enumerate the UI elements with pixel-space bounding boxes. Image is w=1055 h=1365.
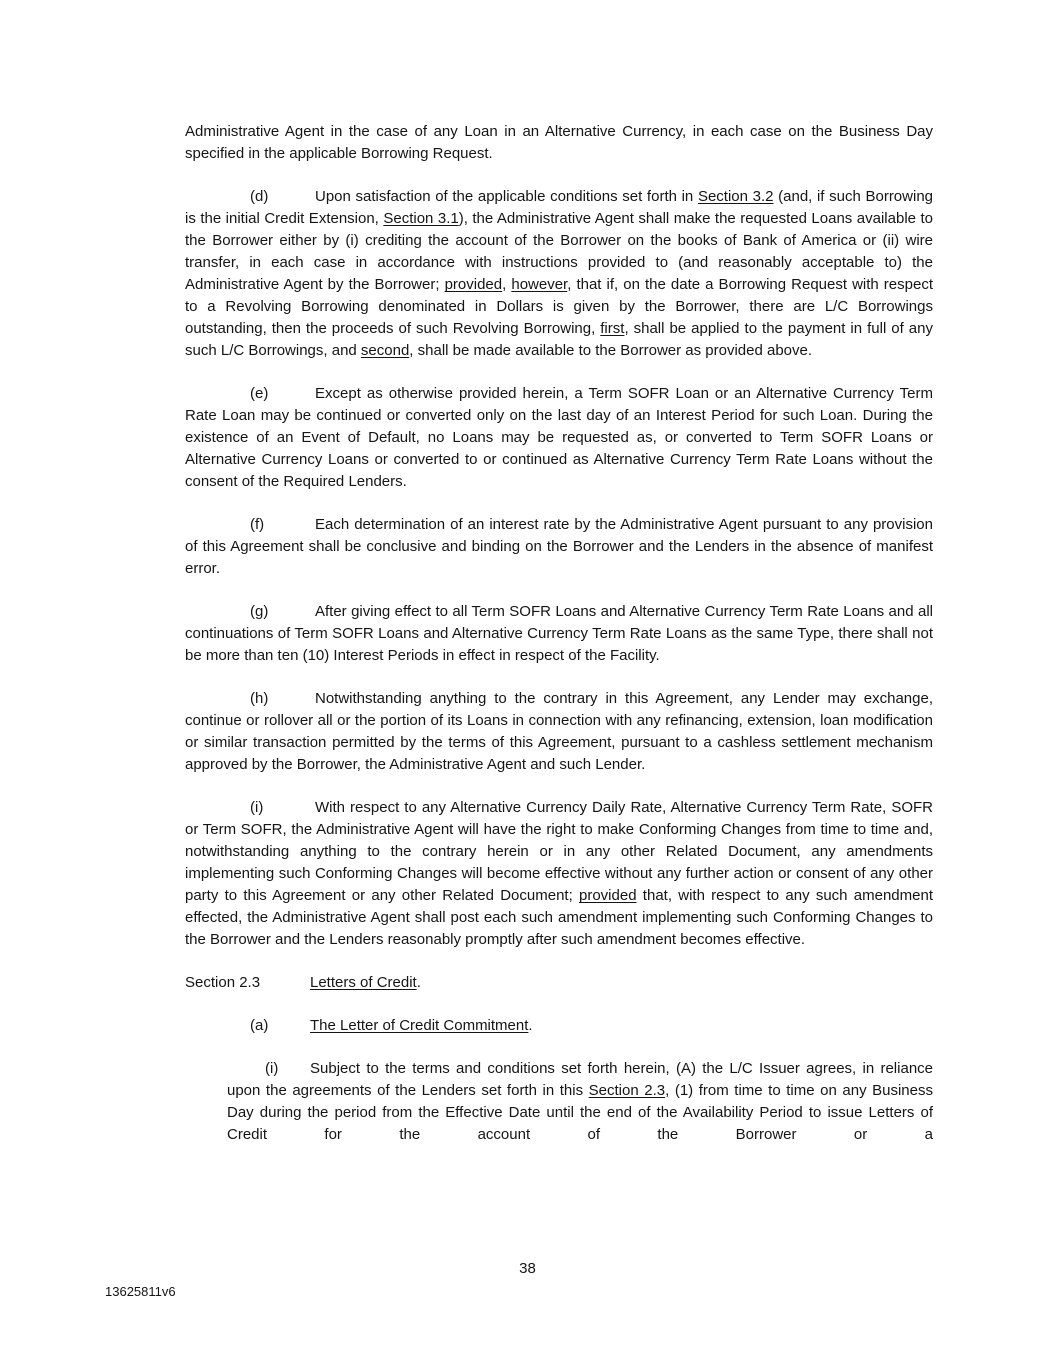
text-run: . xyxy=(528,1017,533,1034)
underlined-text: provided xyxy=(444,276,503,293)
underlined-text: provided xyxy=(579,887,637,904)
paragraph-a-i xyxy=(227,1058,933,1146)
paragraph-label: (e) xyxy=(250,385,269,402)
text-run: , (1) from time to time on any Business Day during the period from the Effective Date until the end of the Availability Period to issue Letters of Credit for the account of the Borrower or a xyxy=(227,1082,933,1143)
underlined-text: Letters of Credit xyxy=(310,974,417,991)
paragraph-label: (i) xyxy=(250,799,264,816)
paragraph-label: (f) xyxy=(250,516,265,533)
text-run: (and, if such Borrowing is the initial Credit Extension, xyxy=(185,188,933,227)
document-body xyxy=(185,121,933,1167)
paragraph-label: (h) xyxy=(250,690,269,707)
text-run: that, with respect to any such amendment effected, the Administrative Agent shall post each such amendment implementing such Conforming Changes to the Borrower and the Lenders reasonably promptly after such amendment becomes effective. xyxy=(185,887,933,948)
document-id-footer: 13625811v6 xyxy=(105,1284,176,1299)
text-run: With respect to any Alternative Currency Daily Rate, Alternative Currency Term Rate, SOFR or Term SOFR, the Administrative Agent will have the right to make Conforming Changes from time to time and, notwithstanding anything to the contrary herein or in any other Related Document, any amendments implementing such Conforming Changes will become effective without any further action or consent of any other party to this Agreement or any other Related Document; xyxy=(185,799,933,904)
underlined-text: first xyxy=(600,320,625,337)
text-run: , shall be made available to the Borrower as provided above. xyxy=(409,342,813,359)
underlined-text: however xyxy=(511,276,568,293)
paragraph-label: (g) xyxy=(250,603,269,620)
paragraph-e xyxy=(185,383,933,493)
underlined-text: The Letter of Credit Commitment xyxy=(310,1017,529,1034)
underlined-text: second xyxy=(360,342,410,359)
paragraph-h xyxy=(185,688,933,776)
paragraph-d xyxy=(185,186,933,362)
text-run: Administrative Agent in the case of any Loan in an Alternative Currency, in each case on the Business Day specified in the applicable Borrowing Request. xyxy=(185,123,933,162)
text-run: After giving effect to all Term SOFR Loans and Alternative Currency Term Rate Loans and all continuations of Term SOFR Loans and Alternative Currency Term Rate Loans as the same Type, there shall not be more than ten (10) Interest Periods in effect in respect of the Facility. xyxy=(185,603,933,664)
text-run: , that if, on the date a Borrowing Request with respect to a Revolving Borrowing denominated in Dollars is given by the Borrower, there are L/C Borrowings outstanding, then the proceeds of such Revolving Borrowing, xyxy=(185,276,933,337)
paragraph-label: (a) xyxy=(250,1017,269,1034)
subsection-a-heading xyxy=(185,1015,933,1037)
text-run: Each determination of an interest rate by the Administrative Agent pursuant to any provision of this Agreement shall be conclusive and binding on the Borrower and the Lenders in the absence of manifest error. xyxy=(185,516,933,577)
paragraph-f xyxy=(185,514,933,580)
text-run: ), the Administrative Agent shall make the requested Loans available to the Borrower either by (i) crediting the account of the Borrower on the books of Bank of America or (ii) wire transfer, in each case in accordance with instructions provided to (and reasonably acceptable to) the Administrative Agent by the Borrower; xyxy=(185,210,933,293)
underlined-text: Section 3.2 xyxy=(697,188,774,205)
underlined-text: Section 3.1 xyxy=(383,210,459,227)
section-2-3-heading xyxy=(185,972,933,994)
paragraph-i xyxy=(185,797,933,951)
text-run: Subject to the terms and conditions set forth herein, (A) the L/C Issuer agrees, in reliance upon the agreements of the Lenders set forth in this xyxy=(227,1060,933,1099)
text-run: Notwithstanding anything to the contrary in this Agreement, any Lender may exchange, continue or rollover all or the portion of its Loans in connection with any refinancing, extension, loan modification or similar transaction permitted by the terms of this Agreement, pursuant to a cashless settlement mechanism approved by the Borrower, the Administrative Agent and such Lender. xyxy=(185,690,933,773)
underlined-text: Section 2.3 xyxy=(588,1082,666,1099)
paragraph-label: (i) xyxy=(265,1060,279,1077)
paragraph-g xyxy=(185,601,933,667)
text-run: Except as otherwise provided herein, a Term SOFR Loan or an Alternative Currency Term Rate Loan may be continued or converted only on the last day of an Interest Period for such Loan. During the existence of an Event of Default, no Loans may be requested as, or converted to Term SOFR Loans or Alternative Currency Loans or converted to or continued as Alternative Currency Term Rate Loans without the consent of the Required Lenders. xyxy=(185,385,933,490)
paragraph-continuation xyxy=(185,121,933,165)
text-run: . xyxy=(416,974,421,991)
page-number: 38 xyxy=(519,1260,536,1277)
text-run: , shall be applied to the payment in full of any such L/C Borrowings, and xyxy=(185,320,933,359)
paragraph-label: (d) xyxy=(250,188,269,205)
text-run: Upon satisfaction of the applicable conditions set forth in xyxy=(315,188,698,205)
text-run: , xyxy=(502,276,512,293)
paragraph-label: Section 2.3 xyxy=(185,974,261,991)
